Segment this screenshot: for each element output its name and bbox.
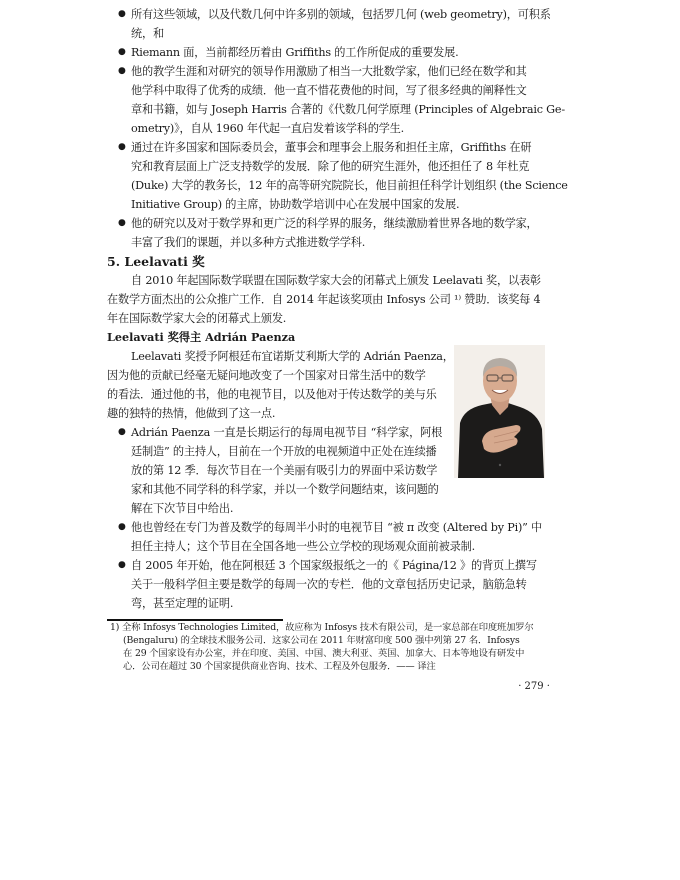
footnote-line: 1) 全称 Infosys Technologies Limited，故应称为 Infosys 技术有限公司，是一家总部在印度班加罗尔 — [110, 622, 534, 633]
paragraph-line: 自 2010 年起国际数学联盟在国际数学家大会的闭幕式上颁发 Leelavati 奖，以表彰 — [131, 274, 541, 287]
bullet-text: 解在下次节目中给出. — [131, 502, 234, 515]
bullet-text: 自 2005 年开始，他在阿根廷 3 个国家级报纸之一的《 Página/12 》的背页上撰写 — [131, 559, 537, 572]
bullet-dot: ● — [118, 66, 126, 76]
bullet-text: 统，和 — [131, 27, 164, 40]
bullet-text: 担任主持人；这个节目在全国各地一些公立学校的现场观众面前被录制. — [131, 540, 475, 553]
bullet-dot: ● — [118, 47, 126, 57]
bullet-text: Initiative Group) 的主席，协助数学培训中心在发展中国家的发展. — [131, 198, 460, 211]
bullet-text: 廷制造” 的主持人，目前在一个开放的电视频道中正处在连续播 — [131, 445, 437, 458]
bullet-text: 放的第 12 季．每次节目在一个美丽有吸引力的界面中采访数学 — [131, 464, 438, 477]
paragraph-line: 年在国际数学家大会的闭幕式上颁发. — [107, 312, 287, 325]
paragraph-line: 因为他的贡献已经毫无疑问地改变了一个国家对日常生活中的数学 — [107, 369, 426, 382]
paragraph-line: 趣的独特的热情，他做到了这一点. — [107, 407, 276, 420]
bullet-text: 他的研究以及对于数学界和更广泛的科学界的服务，继续激励着世界各地的数学家， — [131, 217, 538, 230]
footnote-line: 心．公司在超过 30 个国家提供商业咨询、技术、工程及外包服务．—— 译注 — [123, 661, 436, 672]
bullet-text: Riemann 面，当前都经历着由 Griffiths 的工作所促成的重要发展. — [131, 46, 459, 59]
bullet-text: 关于一般科学但主要是数学的每周一次的专栏．他的文章包括历史记录，脑筋急转 — [131, 578, 527, 591]
bullet-dot: ● — [118, 9, 126, 19]
bullet-dot: ● — [118, 142, 126, 152]
bullet-text: 究和教育层面上广泛支持数学的发展．除了他的研究生涯外，他还担任了 8 年杜克 — [131, 160, 530, 173]
bullet-text: 丰富了我们的课题，并以多种方式推进数学学科. — [131, 236, 366, 249]
portrait-photo — [454, 345, 545, 478]
footnote-line: (Bengaluru) 的全球技术服务公司．这家公司在 2011 年财富印度 500 强中列第 27 名．Infosys — [123, 635, 520, 646]
paragraph-line: Leelavati 奖授予阿根廷布宜诺斯艾利斯大学的 Adrián Paenza， — [131, 350, 454, 363]
paragraph-line: 的看法．通过他的书，他的电视节目，以及他对于传达数学的美与乐 — [107, 388, 437, 401]
bullet-text: 他的教学生涯和对研究的领导作用激励了相当一大批数学家，他们已经在数学和其 — [131, 65, 527, 78]
bullet-text: 他学科中取得了优秀的成绩．他一直不惜花费他的时间，写了很多经典的阐释性文 — [131, 84, 527, 97]
bullet-text: 弯，甚至定理的证明. — [131, 597, 234, 610]
bullet-dot: ● — [118, 218, 126, 228]
bullet-text: 章和书籍，如与 Joseph Harris 合著的《代数几何学原理 (Principles of Algebraic Ge- — [131, 103, 565, 116]
bullet-dot: ● — [118, 560, 126, 570]
bullet-dot: ● — [118, 522, 126, 532]
section-heading: 5. Leelavati 奖 — [107, 254, 205, 269]
bullet-text: Adrián Paenza 一直是长期运行的每周电视节目 “科学家，阿根 — [131, 426, 443, 439]
subsection-heading: Leelavati 奖得主 Adrián Paenza — [107, 330, 296, 344]
paragraph-line: 在数学方面杰出的公众推广工作．自 2014 年起该奖项由 Infosys 公司 ¹⁾ 赞助．该奖每 4 — [107, 293, 541, 306]
page-number: · 279 · — [518, 681, 550, 692]
bullet-dot: ● — [118, 427, 126, 437]
bullet-text: 通过在许多国家和国际委员会，董事会和理事会上服务和担任主席，Griffiths 在研 — [131, 141, 532, 154]
bullet-text: (Duke) 大学的教务长，12 年的高等研究院院长，他目前担任科学计划组织 (the Science — [131, 179, 568, 192]
footnote-line: 在 29 个国家设有办公室，并在印度、美国、中国、澳大利亚、英国、加拿大、日本等地设有研发中 — [123, 648, 525, 659]
bullet-text: 他也曾经在专门为普及数学的每周半小时的电视节目 “被 π 改变 (Altered by Pi)” 中 — [131, 521, 542, 534]
bullet-text: 所有这些领域，以及代数几何中许多别的领域，包括罗几何 (web geometry)，可积系 — [131, 8, 551, 21]
person-portrait-icon — [454, 345, 545, 478]
bullet-text: ometry)》，自从 1960 年代起一直启发着该学科的学生. — [131, 122, 405, 135]
bullet-text: 家和其他不同学科的科学家，并以一个数学问题结束，该问题的 — [131, 483, 439, 496]
